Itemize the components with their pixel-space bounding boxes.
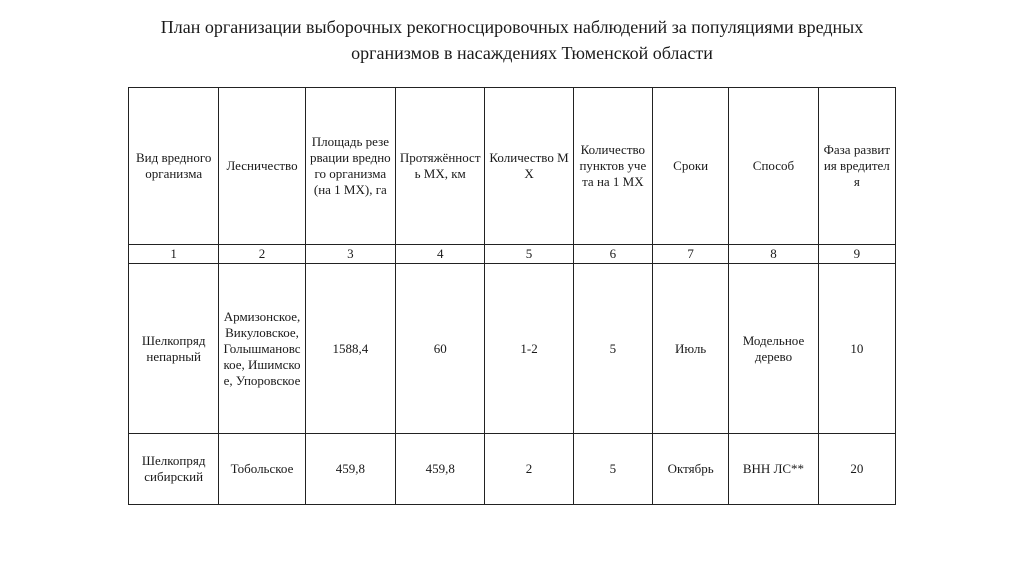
column-number: 7 bbox=[653, 245, 729, 264]
cell-timing: Октябрь bbox=[653, 434, 729, 505]
header-row bbox=[129, 88, 896, 245]
column-number-row bbox=[129, 245, 896, 264]
header-count: Количество МХ bbox=[485, 88, 573, 245]
column-number: 5 bbox=[485, 245, 573, 264]
cell-length: 60 bbox=[396, 264, 485, 434]
header-phase: Фаза развития вредителя bbox=[818, 88, 895, 245]
cell-timing: Июль bbox=[653, 264, 729, 434]
cell-area: 1588,4 bbox=[305, 264, 395, 434]
cell-forestry: Тобольское bbox=[219, 434, 305, 505]
cell-organism: Шелкопряд сибирский bbox=[129, 434, 219, 505]
cell-method: Модельное дерево bbox=[729, 264, 818, 434]
column-number: 1 bbox=[129, 245, 219, 264]
header-organism: Вид вредного организма bbox=[129, 88, 219, 245]
cell-method: ВНН ЛС** bbox=[729, 434, 818, 505]
header-timing: Сроки bbox=[653, 88, 729, 245]
table-row bbox=[129, 264, 896, 434]
cell-points: 5 bbox=[573, 434, 652, 505]
observation-plan-table bbox=[128, 87, 896, 505]
column-number: 2 bbox=[219, 245, 305, 264]
header-points: Количество пунктов учета на 1 МХ bbox=[573, 88, 652, 245]
cell-phase: 20 bbox=[818, 434, 895, 505]
header-area: Площадь резервации вредного организма (на 1 МХ), га bbox=[305, 88, 395, 245]
column-number: 8 bbox=[729, 245, 818, 264]
cell-length: 459,8 bbox=[396, 434, 485, 505]
cell-phase: 10 bbox=[818, 264, 895, 434]
column-number: 6 bbox=[573, 245, 652, 264]
cell-count: 1-2 bbox=[485, 264, 573, 434]
title-line-1: План организации выборочных рекогносцировочных наблюдений за популяциями вредных bbox=[160, 17, 864, 37]
cell-forestry: Армизонское, Викуловское, Голышмановское, Ишимское, Упоровское bbox=[219, 264, 305, 434]
header-forestry: Лесничество bbox=[219, 88, 305, 245]
cell-points: 5 bbox=[573, 264, 652, 434]
column-number: 3 bbox=[305, 245, 395, 264]
column-number: 4 bbox=[396, 245, 485, 264]
cell-organism: Шелкопряд непарный bbox=[129, 264, 219, 434]
table-row bbox=[129, 434, 896, 505]
cell-count: 2 bbox=[485, 434, 573, 505]
column-number: 9 bbox=[818, 245, 895, 264]
cell-area: 459,8 bbox=[305, 434, 395, 505]
header-method: Способ bbox=[729, 88, 818, 245]
page-title bbox=[60, 14, 964, 66]
title-line-2: организмов в насаждениях Тюменской области bbox=[351, 43, 713, 63]
header-length: Протяжённость МХ, км bbox=[396, 88, 485, 245]
